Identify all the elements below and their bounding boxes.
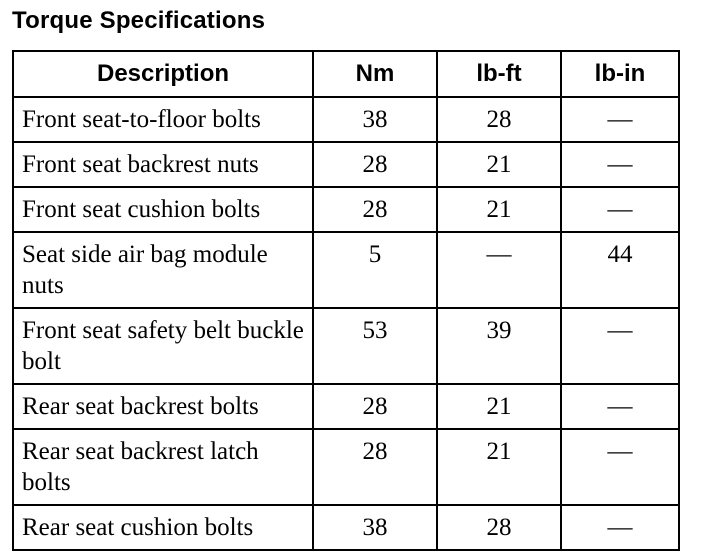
cell-nm: 28 bbox=[313, 142, 437, 187]
cell-lb-in: — bbox=[561, 308, 679, 384]
cell-lb-ft: 28 bbox=[437, 505, 561, 550]
header-lb-ft: lb-ft bbox=[437, 51, 561, 97]
table-row bbox=[13, 429, 679, 505]
table-row bbox=[13, 505, 679, 550]
header-description: Description bbox=[13, 51, 313, 97]
cell-nm: 28 bbox=[313, 384, 437, 429]
header-nm: Nm bbox=[313, 51, 437, 97]
cell-description: Front seat backrest nuts bbox=[13, 142, 313, 187]
header-lb-in: lb-in bbox=[561, 51, 679, 97]
table-row bbox=[13, 187, 679, 232]
cell-nm: 38 bbox=[313, 505, 437, 550]
cell-description: Front seat-to-floor bolts bbox=[13, 97, 313, 142]
cell-lb-in: — bbox=[561, 187, 679, 232]
cell-lb-ft: 39 bbox=[437, 308, 561, 384]
cell-description: Rear seat cushion bolts bbox=[13, 505, 313, 550]
cell-description: Rear seat backrest latch bolts bbox=[13, 429, 313, 505]
cell-lb-ft: 21 bbox=[437, 142, 561, 187]
torque-spec-table bbox=[12, 50, 680, 551]
cell-description: Seat side air bag module nuts bbox=[13, 232, 313, 308]
cell-description: Front seat safety belt buckle bolt bbox=[13, 308, 313, 384]
cell-nm: 5 bbox=[313, 232, 437, 308]
table-row bbox=[13, 308, 679, 384]
cell-description: Front seat cushion bolts bbox=[13, 187, 313, 232]
cell-lb-in: — bbox=[561, 384, 679, 429]
table-row bbox=[13, 232, 679, 308]
table-row bbox=[13, 384, 679, 429]
table-row bbox=[13, 142, 679, 187]
cell-lb-in: — bbox=[561, 505, 679, 550]
cell-lb-in: — bbox=[561, 142, 679, 187]
cell-lb-in: 44 bbox=[561, 232, 679, 308]
cell-nm: 28 bbox=[313, 187, 437, 232]
table-header-row bbox=[13, 51, 679, 97]
cell-lb-in: — bbox=[561, 97, 679, 142]
cell-lb-ft: 21 bbox=[437, 384, 561, 429]
cell-lb-ft: 28 bbox=[437, 97, 561, 142]
page-title: Torque Specifications bbox=[12, 7, 266, 34]
table-row bbox=[13, 97, 679, 142]
cell-nm: 38 bbox=[313, 97, 437, 142]
cell-lb-ft: — bbox=[437, 232, 561, 308]
cell-nm: 28 bbox=[313, 429, 437, 505]
cell-lb-ft: 21 bbox=[437, 187, 561, 232]
cell-lb-in: — bbox=[561, 429, 679, 505]
cell-description: Rear seat backrest bolts bbox=[13, 384, 313, 429]
cell-lb-ft: 21 bbox=[437, 429, 561, 505]
cell-nm: 53 bbox=[313, 308, 437, 384]
